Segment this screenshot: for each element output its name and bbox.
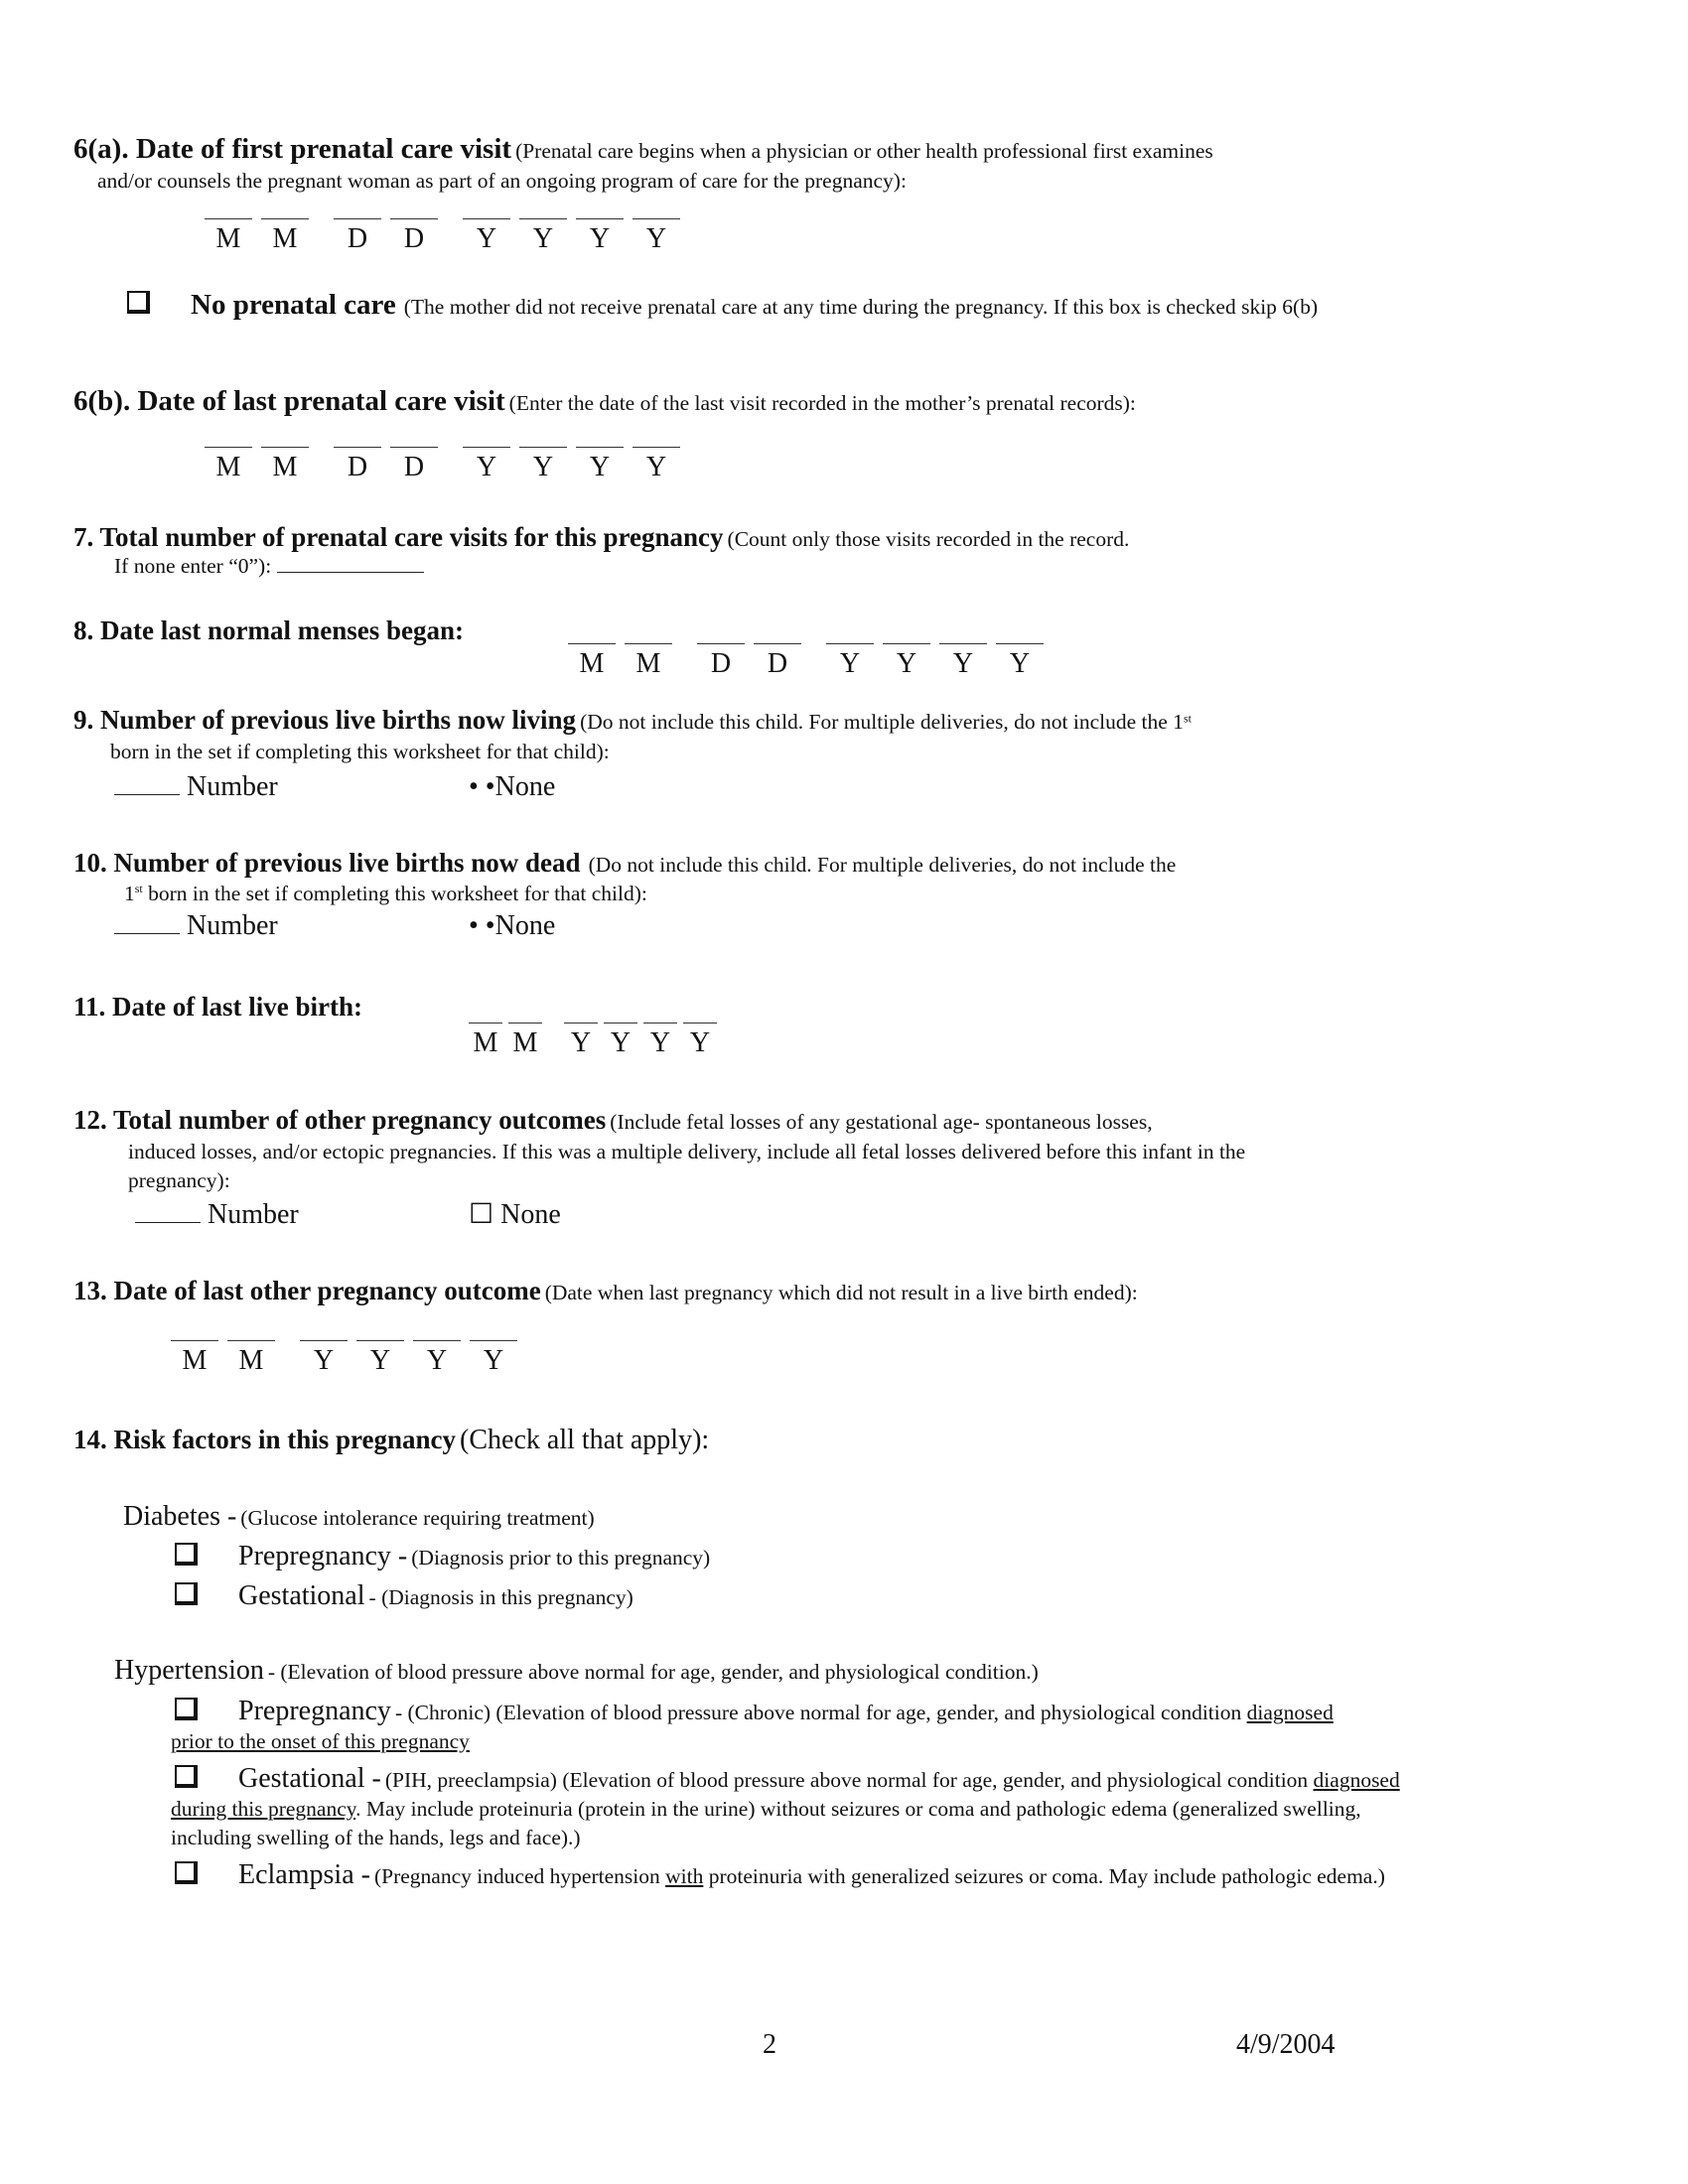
q10-none-option[interactable]: • •None	[469, 910, 556, 941]
no-prenatal-care-checkbox[interactable]	[127, 291, 150, 314]
date-segment[interactable]	[334, 218, 447, 253]
date-digit-blank[interactable]: D	[334, 218, 381, 253]
q12-none-option[interactable]: ☐ None	[469, 1199, 561, 1230]
date-digit-blank[interactable]: M	[205, 218, 252, 253]
q11-heading: 11. Date of last live birth:	[73, 992, 362, 1022]
date-digit-blank[interactable]: Y	[996, 643, 1044, 678]
date-digit-blank[interactable]: D	[390, 218, 438, 253]
date-digit-blank[interactable]: M	[171, 1340, 218, 1375]
q12-number-label: Number	[208, 1199, 299, 1230]
q11-date-field[interactable]	[469, 1023, 739, 1057]
diabetes-gestational-label: Gestational	[238, 1580, 365, 1611]
date-digit-blank[interactable]: Y	[939, 643, 987, 678]
date-segment[interactable]	[463, 218, 689, 253]
date-digit-blank[interactable]: M	[261, 218, 309, 253]
date-digit-blank[interactable]: Y	[633, 218, 680, 253]
q6b-heading: 6(b). Date of last prenatal care visit (Enter the date of the last visit recorded in the mother’s prenatal records):	[73, 385, 1136, 417]
date-digit-blank[interactable]: D	[697, 643, 745, 678]
q12-heading: 12. Total number of other pregnancy outcomes (Include fetal losses of any gestational age- spontaneous losses,	[73, 1105, 1153, 1135]
date-digit-blank[interactable]: Y	[519, 447, 567, 481]
q9-number-label: Number	[187, 771, 278, 802]
date-segment[interactable]	[697, 643, 810, 678]
date-digit-blank[interactable]: Y	[470, 1340, 517, 1375]
date-segment[interactable]	[205, 447, 318, 481]
date-digit-blank[interactable]: Y	[300, 1340, 348, 1375]
date-digit-blank[interactable]: M	[508, 1023, 542, 1057]
q9-none-option[interactable]: • •None	[469, 771, 556, 802]
no-prenatal-care-label: No prenatal care (The mother did not receive prenatal care at any time during the pregnancy. If this box is checked skip 6(b)	[191, 289, 1319, 321]
date-segment[interactable]	[469, 1023, 548, 1057]
date-digit-blank[interactable]: M	[469, 1023, 502, 1057]
q6b-date-field[interactable]	[205, 447, 705, 481]
date-segment[interactable]	[171, 1340, 284, 1375]
date-digit-blank[interactable]: M	[568, 643, 616, 678]
eclampsia-label: Eclampsia -	[238, 1859, 370, 1890]
q10-number-label: Number	[187, 910, 278, 941]
hypertension-prepregnancy-note-cont: prior to the onset of this pregnancy	[171, 1729, 470, 1753]
date-digit-blank[interactable]: Y	[413, 1340, 461, 1375]
q7-visits-input[interactable]	[277, 572, 424, 573]
q8-heading: 8. Date last normal menses began:	[73, 615, 464, 645]
date-segment[interactable]	[463, 447, 689, 481]
date-segment[interactable]	[334, 447, 447, 481]
q9-number-input[interactable]	[114, 794, 180, 795]
q13-date-field[interactable]	[171, 1340, 542, 1375]
page-number: 2	[763, 2029, 776, 2060]
date-segment[interactable]	[568, 643, 681, 678]
q8-date-field[interactable]	[568, 643, 1068, 678]
date-digit-blank[interactable]: D	[334, 447, 381, 481]
eclampsia-checkbox[interactable]	[175, 1861, 198, 1884]
hypertension-prepregnancy-checkbox[interactable]	[175, 1698, 198, 1720]
diabetes-gestational-checkbox[interactable]	[175, 1582, 198, 1605]
hypertension-gestational-note-cont: including swelling of the hands, legs and face).)	[171, 1826, 581, 1849]
q13-heading: 13. Date of last other pregnancy outcome (Date when last pregnancy which did not result in a live birth ended):	[73, 1276, 1138, 1305]
q6a-note: and/or counsels the pregnant woman as part of an ongoing program of care for the pregnancy):	[97, 169, 907, 193]
date-digit-blank[interactable]: M	[261, 447, 309, 481]
q7-note: If none enter “0”):	[114, 554, 272, 578]
date-digit-blank[interactable]: D	[390, 447, 438, 481]
date-digit-blank[interactable]: D	[754, 643, 801, 678]
date-digit-blank[interactable]: Y	[643, 1023, 677, 1057]
date-digit-blank[interactable]: Y	[519, 218, 567, 253]
q9-note: born in the set if completing this worksheet for that child):	[110, 740, 610, 763]
q12-number-input[interactable]	[135, 1222, 201, 1223]
hypertension-label: Hypertension - (Elevation of blood pressure above normal for age, gender, and physiological condition.)	[114, 1655, 1039, 1686]
diabetes-label: Diabetes - (Glucose intolerance requiring treatment)	[123, 1501, 595, 1532]
q6a-date-field[interactable]	[205, 218, 705, 253]
date-segment[interactable]	[826, 643, 1053, 678]
q7-heading: 7. Total number of prenatal care visits for this pregnancy (Count only those visits recorded in the record.	[73, 522, 1130, 552]
date-segment[interactable]	[205, 218, 318, 253]
q10-number-input[interactable]	[114, 933, 180, 934]
date-digit-blank[interactable]: M	[625, 643, 672, 678]
q10-heading: 10. Number of previous live births now dead (Do not include this child. For multiple deliveries, do not include the	[73, 848, 1177, 878]
q12-note-3: pregnancy):	[128, 1168, 230, 1192]
date-segment[interactable]	[300, 1340, 526, 1375]
date-digit-blank[interactable]: Y	[604, 1023, 637, 1057]
date-segment[interactable]	[564, 1023, 723, 1057]
date-digit-blank[interactable]: Y	[826, 643, 874, 678]
date-digit-blank[interactable]: Y	[883, 643, 930, 678]
date-digit-blank[interactable]: Y	[576, 218, 624, 253]
date-digit-blank[interactable]: Y	[463, 218, 510, 253]
date-digit-blank[interactable]: Y	[576, 447, 624, 481]
date-digit-blank[interactable]: M	[227, 1340, 275, 1375]
diabetes-prepregnancy-checkbox[interactable]	[175, 1543, 198, 1566]
date-digit-blank[interactable]: Y	[564, 1023, 598, 1057]
diabetes-prepregnancy-label: Prepregnancy -	[238, 1541, 408, 1571]
q6a-heading: 6(a). Date of first prenatal care visit (Prenatal care begins when a physician or other health professional first examines	[73, 133, 1213, 165]
q9-heading: 9. Number of previous live births now living (Do not include this child. For multiple deliveries, do not include the 1st	[73, 705, 1192, 735]
date-digit-blank[interactable]: Y	[463, 447, 510, 481]
date-digit-blank[interactable]: M	[205, 447, 252, 481]
date-digit-blank[interactable]: Y	[683, 1023, 717, 1057]
hypertension-prepregnancy-label: Prepregnancy	[238, 1696, 391, 1726]
date-digit-blank[interactable]: Y	[633, 447, 680, 481]
date-digit-blank[interactable]: Y	[356, 1340, 404, 1375]
hypertension-gestational-label: Gestational -	[238, 1763, 381, 1794]
q10-note: 1st born in the set if completing this worksheet for that child):	[124, 882, 647, 906]
q12-note-2: induced losses, and/or ectopic pregnancies. If this was a multiple delivery, include all fetal losses delivered before this infant in the	[128, 1140, 1246, 1163]
hypertension-gestational-checkbox[interactable]	[175, 1765, 198, 1788]
footer-date: 4/9/2004	[1236, 2029, 1336, 2060]
q14-heading: 14. Risk factors in this pregnancy (Check all that apply):	[73, 1425, 710, 1455]
